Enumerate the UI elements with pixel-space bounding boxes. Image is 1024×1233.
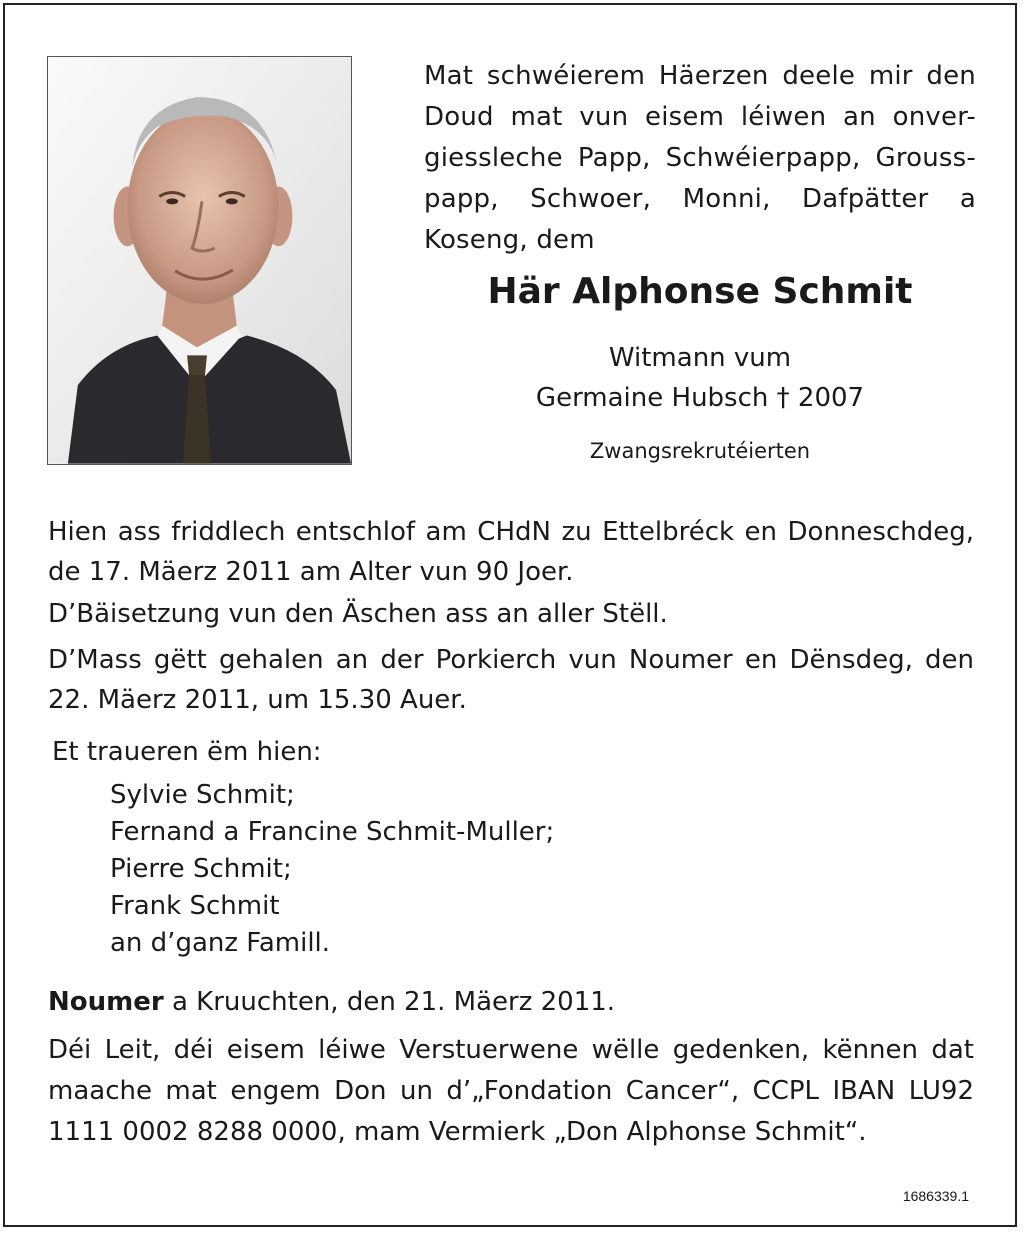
reference-number: 1686339.1 <box>902 1188 969 1204</box>
mourners-list <box>110 777 554 962</box>
mass-notice: D’Mass gëtt gehalen an der Porkierch vun Noumer en Dënsdeg, den 22. Mäerz 2011, um 15.30 Auer. <box>48 645 974 715</box>
death-notice: Hien ass friddlech entschlof am CHdN zu Ettelbréck en Donneschdeg, de 17. Mäerz 2011 am Alter vun 90 Joer. <box>48 517 974 587</box>
deceased-name: Här Alphonse Schmit <box>487 271 913 312</box>
burial-notice: D’Bäisetzung vun den Äschen ass an aller Stëll. <box>48 599 668 629</box>
list-item: Frank Schmit <box>110 891 280 921</box>
list-item: Fernand a Francine Schmit-Muller; <box>110 817 555 847</box>
widower-note <box>380 338 1020 418</box>
list-item: Pierre Schmit; <box>110 854 292 884</box>
intro-text: Mat schwéierem Häerzen deele mir den Doud mat vun eisem léiwen an onver-giessleche Papp, Schwéierpapp, Grouss-papp, Schwoer, Monni, Dafpätter a Koseng, dem <box>424 61 976 255</box>
portrait-image <box>48 57 351 464</box>
mourners-heading: Et traueren ëm hien: <box>52 737 322 767</box>
spouse-line: Germaine Hubsch † 2007 <box>535 383 865 413</box>
list-item: an d’ganz Famill. <box>110 928 331 958</box>
place-date <box>48 982 615 1022</box>
donation-note: Déi Leit, déi eisem léiwe Verstuerwene wëlle gedenken, kënnen dat maache mat engem Don un d’„Fondation Cancer“, CCPL IBAN LU92 1111 0002 8288 0000, mam Vermierk „Don Alphonse Schmit“. <box>48 1035 974 1147</box>
list-item: Sylvie Schmit; <box>110 780 295 810</box>
widower-line: Witmann vum <box>608 343 792 373</box>
portrait-photo <box>47 56 352 465</box>
place-date-rest: a Kruuchten, den 21. Mäerz 2011. <box>163 987 616 1017</box>
place-town: Noumer <box>48 987 164 1017</box>
status-label: Zwangsrekrutéierten <box>589 439 811 463</box>
